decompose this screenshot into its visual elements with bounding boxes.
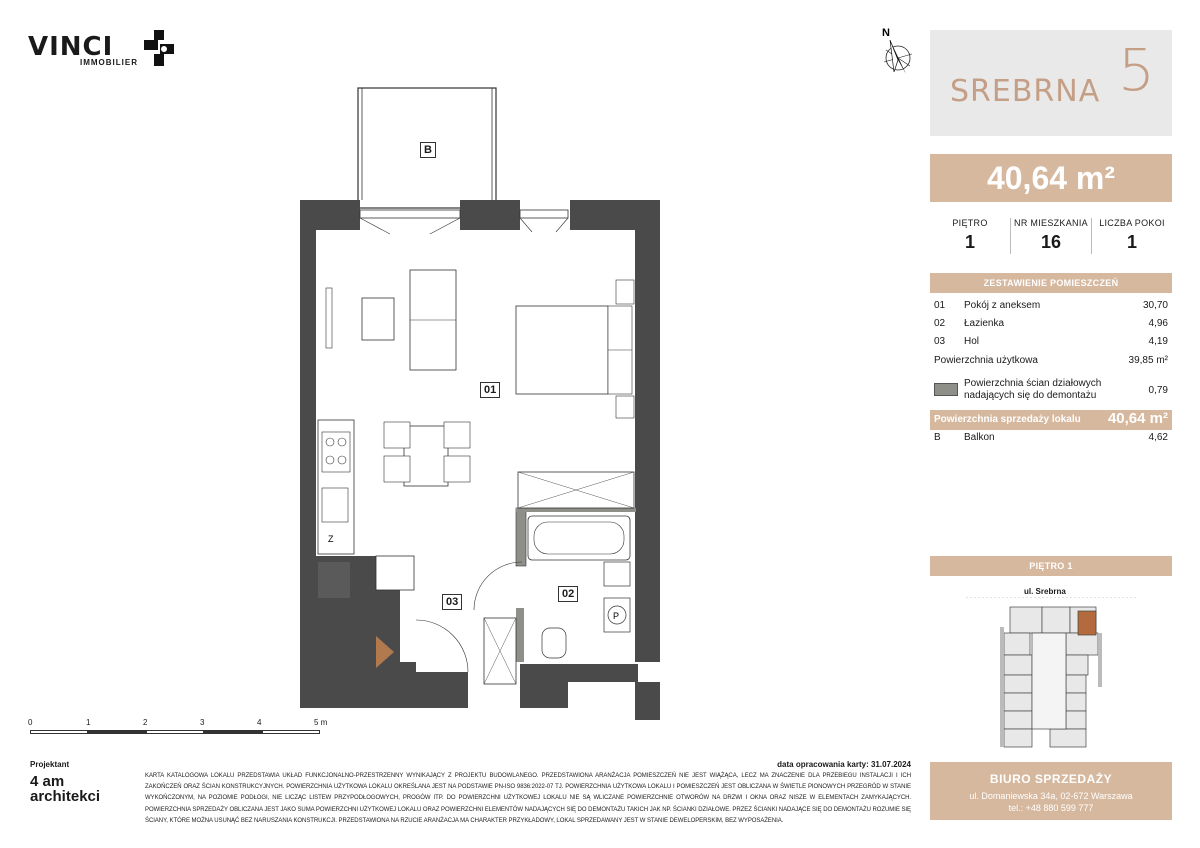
stat-value: 16 [1040,232,1062,252]
room-name: Hol [964,336,980,347]
partition-wall-label: Powierzchnia ścian działowych nadających się do demontażu [964,378,1102,401]
sales-area-label: Powierzchnia sprzedaży lokalu [934,414,1081,425]
fridge-label: Z [328,534,334,544]
room-row [930,300,1172,314]
scale-bar [28,718,338,742]
scale-tick: 0 [28,718,33,727]
room-name: Łazienka [964,318,1005,329]
card-date: data opracowania karty: 31.07.2024 [777,760,911,769]
room-number: 01 [934,300,946,311]
stat-value: 1 [964,232,975,252]
compass-icon [870,24,916,80]
bed [516,306,608,394]
balcony-number: B [934,432,941,443]
room-number: 03 [934,336,946,347]
room-row [930,336,1172,350]
street-label: ul. Srebrna [1024,587,1066,596]
room-area: 4,19 [1148,336,1168,347]
room-area: 30,70 [1142,300,1168,311]
room-number: 02 [934,318,946,329]
scale-tick: 3 [200,718,205,727]
sales-office-address: ul. Domaniewska 34a, 02-672 Warszawa [969,791,1133,801]
projektant-title: Projektant [30,760,70,769]
logo-brand: VINCI [28,32,114,62]
scale-tick: 5 m [314,718,328,727]
stat-apartment-number [1011,218,1091,253]
room-row [930,318,1172,332]
stat-value: 1 [1126,232,1137,252]
balcony-row [930,432,1172,446]
partition-wall-swatch [934,383,958,396]
rooms-section-title: ZESTAWIENIE POMIESZCZEŃ [930,273,1172,293]
plan-label-room-03: 03 [442,594,462,610]
architect-name: 4 am architekci [30,773,101,805]
sales-area-band [930,410,1172,430]
usable-area-row [930,355,1172,369]
usable-area-label: Powierzchnia użytkowa [934,355,1038,366]
logo-sub: IMMOBILIER [80,58,138,67]
room-area: 4,96 [1148,318,1168,329]
stat-title: NR MIESZKANIA [1014,218,1088,228]
plan-label-balcony: B [420,142,436,158]
project-number: 5 [1118,36,1155,104]
project-name: SREBRNA [950,74,1101,109]
floor-section-title: PIĘTRO 1 [930,556,1172,576]
dining-table [404,426,448,486]
scale-tick: 4 [257,718,262,727]
washer-label: P [613,611,620,621]
balcony-area: 4,62 [1148,432,1168,443]
stat-floor [930,218,1010,253]
balcony-name: Balkon [964,432,995,443]
stat-title: LICZBA POKOI [1099,218,1165,228]
floor-plan [280,80,680,720]
sales-office-title: BIURO SPRZEDAŻY [989,772,1113,786]
scale-tick: 2 [143,718,148,727]
building-site-plan [966,597,1136,751]
room-name: Pokój z aneksem [964,300,1041,311]
window-1 [360,210,460,218]
plan-label-room-01: 01 [480,382,500,398]
compass-north-label: N [882,27,890,39]
sales-office-box [930,762,1172,820]
project-logo-box [930,30,1172,136]
floor-plan-drawing [280,80,680,720]
partition-wall-value: 0,79 [1148,385,1168,396]
plan-label-room-02: 02 [558,586,578,602]
sales-area-value: 40,64 m² [1107,410,1168,427]
usable-area-value: 39,85 m² [1128,355,1168,366]
vinci-cross-icon [138,30,182,70]
disclaimer-text: KARTA KATALOGOWA LOKALU PRZEDSTAWIA UKŁAD FUNKCJONALNO-PRZESTRZENNY WYNIKAJĄCY Z PROJEKTU BUDOWLANEGO. PRZEDSTAWIONA ARANŻACJA POMIESZCZEŃ NIE JEST WIĄŻĄCA, LECZ MA ZNACZENIE DLA PRZEBIEGU INSTALACJI I ICH ZAKOŃCZEŃ ORAZ ŚCIAN KONSTRUKCYJNYCH. POWIERZCHNIA UŻYTKOWA LOKALU OKREŚLANA JEST NA PODSTAWIE PN-ISO 9836:2022-07 TJ. POWIERZCHNIA UŻYTKOWA LOKALU I POMIESZCZEŃ JEST OBLICZANA W ŚWIETLE PIONOWYCH PRZEGRÓD W STANIE WYKOŃCZONYM, NA POZIOMIE PODŁOGI, NIE LICZĄC LISTEW PRZYPODŁOGOWYCH, PROGÓW ITP. DO POWIERZCHNI UŻYTKOWEJ LOKALU NIE SĄ WLICZANE POWIERZCHNIE OTWORÓW NA DRZWI I OKNA ORAZ NISZE W ELEMENTACH ZAMYKAJĄCYCH. POWIERZCHNIA SPRZEDAŻY OBLICZANA JEST JAKO SUMA POWIERZCHNI UŻYTKOWEJ LOKALU ORAZ POWIERZCHNI ELEMENTÓW NADAJĄCYCH SIĘ DO DEMONTAŻU TAKICH JAK NP. ŚCIANKI DZIAŁOWE. PRZEZ ŚCIANKI NADAJĄCE SIĘ DO DEMONTAŻU ROZUMIE SIĘ ŚCIANY, KTÓRE MOŻNA USUNĄĆ BEZ NARUSZANIA KONSTRUKCJI. PRZEDSTAWIONA NA RZUCIE ARANŻACJA MA CHARAKTER PRZYKŁADOWY, LOKAL SPRZEDAWANY JEST W STANIE DEWELOPERSKIM, BEZ WYPOSAŻENIA. [145,773,911,824]
stat-title: PIĘTRO [952,218,988,228]
scale-tick: 1 [86,718,91,727]
window-2 [520,210,568,218]
apartment-area: 40,64 m² [930,154,1172,202]
highlighted-apartment [1078,611,1096,635]
stat-room-count [1092,218,1172,253]
sales-office-phone: tel.: +48 880 599 777 [1008,803,1094,813]
vinci-logo [28,30,188,74]
compass [870,24,916,80]
